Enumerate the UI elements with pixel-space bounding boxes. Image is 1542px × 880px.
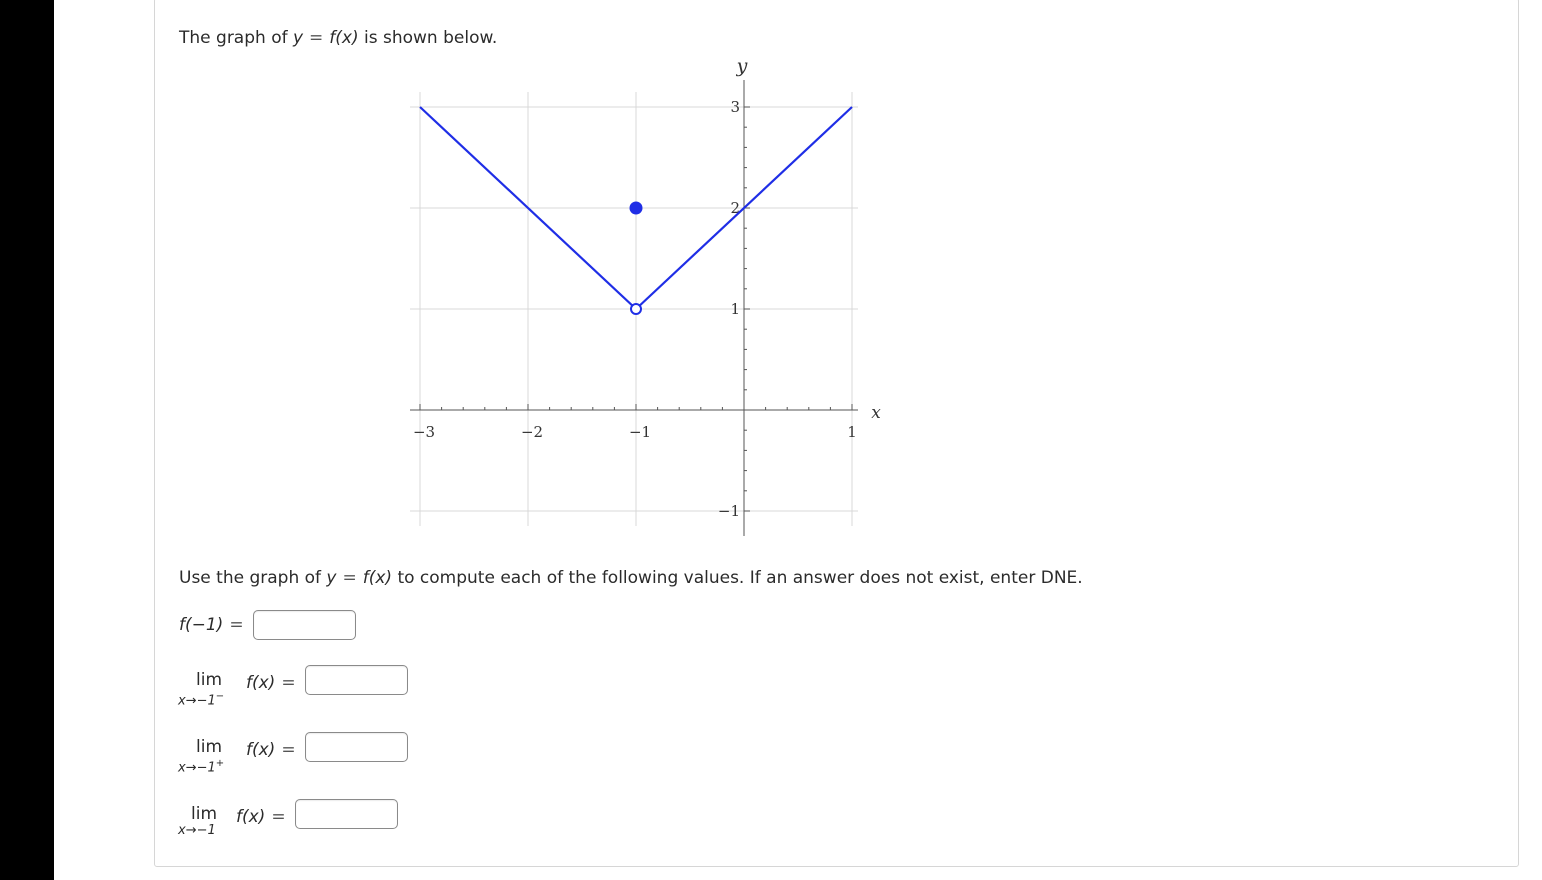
instr-eq: = — [342, 568, 357, 588]
instr-y: y — [326, 568, 337, 588]
q2-eq: = — [281, 673, 296, 693]
q1-lhs: f(−1) — [179, 615, 224, 635]
y-tick-label: 3 — [730, 98, 740, 116]
q2-sub-text: x→−1 — [178, 693, 216, 709]
y-tick-label: −1 — [717, 502, 740, 520]
q2-sub — [178, 691, 224, 708]
intro-fx: f(x) — [329, 28, 359, 48]
intro-text — [179, 28, 497, 48]
q4-eq: = — [271, 807, 286, 827]
instructions-text — [179, 568, 1083, 588]
q3-rhs — [246, 740, 302, 760]
q4-sub-text: x→−1 — [178, 823, 216, 838]
y-axis-label: y — [736, 55, 748, 77]
f-at-minus-1-input[interactable] — [253, 610, 356, 640]
left-black-bar — [0, 0, 54, 880]
instr-after: to compute each of the following values. If an answer does not exist, enter DNE. — [392, 568, 1083, 588]
q4-fx: f(x) — [236, 807, 266, 827]
x-axis-label: x — [871, 403, 881, 423]
x-tick-label: −3 — [412, 423, 436, 441]
closed-point — [630, 202, 643, 215]
q3-eq: = — [281, 740, 296, 760]
tick-labels — [413, 55, 881, 520]
q2-lim: lim — [196, 670, 223, 690]
function-graph — [396, 52, 896, 542]
x-tick-label: −1 — [628, 423, 652, 441]
q2-sup: − — [215, 691, 225, 702]
x-tick-label: 1 — [847, 423, 857, 441]
q3-sub — [178, 758, 224, 775]
q4-rhs — [236, 807, 292, 827]
intro-before: The graph of — [179, 28, 293, 48]
y-tick-label: 1 — [730, 300, 740, 318]
q2-fx: f(x) — [246, 673, 276, 693]
q3-sup: + — [215, 758, 225, 769]
q3-sub-text: x→−1 — [178, 760, 216, 776]
q4-sub — [178, 823, 216, 838]
q1-label — [179, 615, 250, 635]
open-point — [631, 304, 641, 314]
instr-fx: f(x) — [362, 568, 393, 588]
intro-eq: = — [309, 28, 324, 48]
two-sided-limit-input[interactable] — [295, 799, 398, 829]
q1-eq: = — [229, 615, 244, 635]
intro-after: is shown below. — [358, 28, 498, 48]
q3-lim: lim — [196, 737, 223, 757]
q4-lim: lim — [191, 804, 218, 824]
y-tick-label: 2 — [730, 199, 740, 217]
q2-rhs — [246, 673, 302, 693]
intro-y: y — [292, 28, 304, 48]
q3-fx: f(x) — [246, 740, 276, 760]
x-tick-label: −2 — [520, 423, 544, 441]
left-limit-input[interactable] — [305, 665, 408, 695]
instr-before: Use the graph of — [179, 568, 327, 588]
right-limit-input[interactable] — [305, 732, 408, 762]
